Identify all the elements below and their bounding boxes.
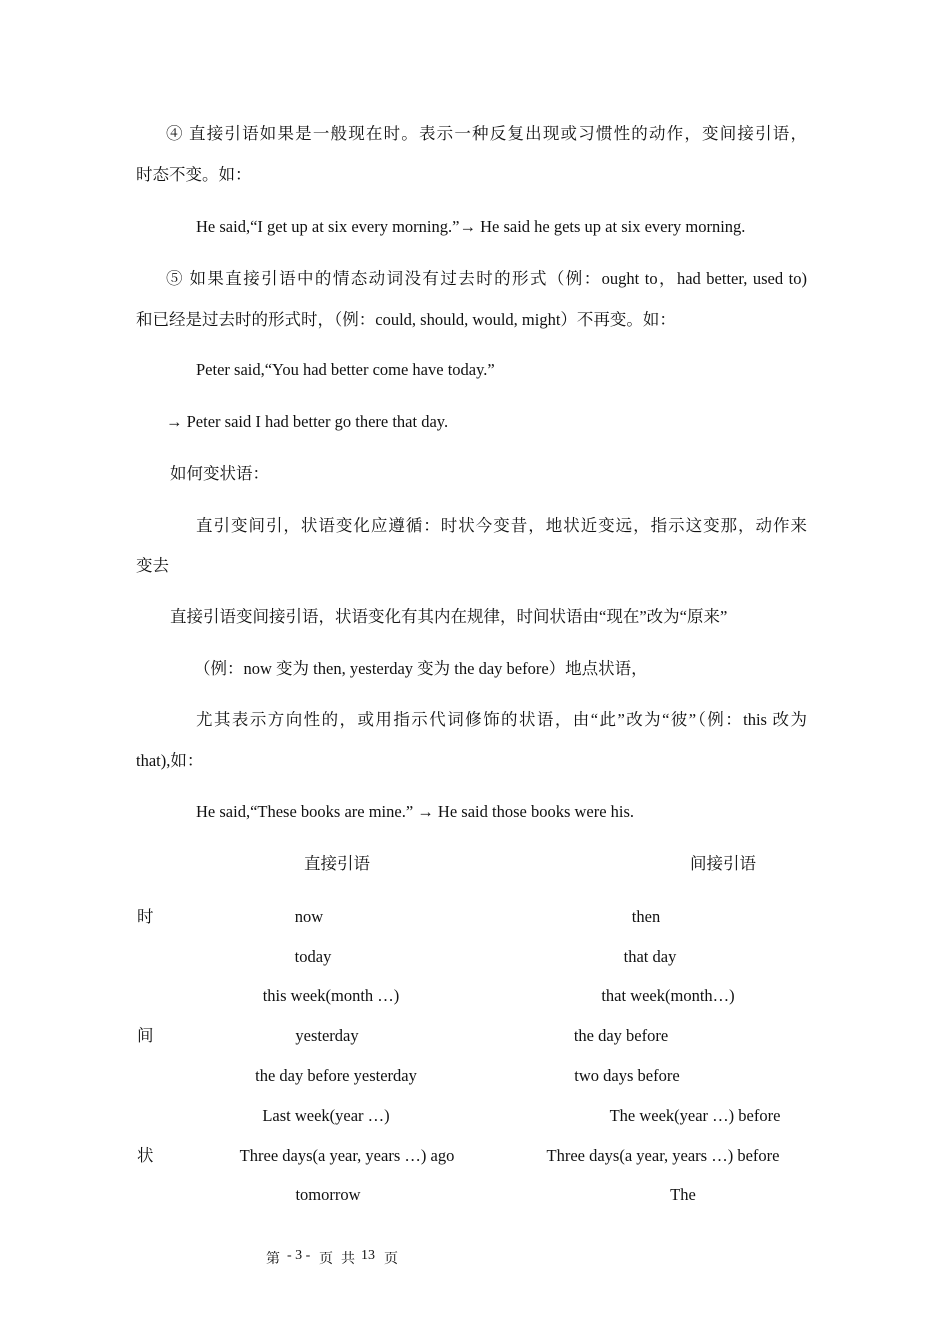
table-cell-indirect: that week(month…) [601,986,735,1005]
paragraph-5-example-2: → Peter said I had better go there that day. [166,412,449,431]
footer-page-number: - 3 - [287,1248,311,1263]
rule-line-3: 直接引语变间接引语，状语变化有其内在规律，时间状语由“现在”改为“原来” [170,607,728,626]
table-cell-indirect: that day [623,947,677,966]
footer-ye: 页 [319,1252,333,1267]
footer-ye: 页 [384,1252,398,1267]
table-cell-direct: this week(month …) [262,986,400,1005]
rule-line-5: 尤其表示方向性的，或用指示代词修饰的状语，由“此”改为“彼”（例：this 改为 [196,710,807,729]
rule-line-4: （例：now 变为 then, yesterday 变为 the day before）地点状语， [194,659,648,678]
side-label-shi: 时 [137,907,154,926]
table-header-indirect-speech: 间接引语 [690,854,756,873]
side-label-zhuang: 状 [137,1146,154,1165]
paragraph-4-example: He said,“I get up at six every morning.”→ He said he gets up at six every morning. [196,217,746,236]
table-cell-direct: Three days(a year, years …) ago [239,1146,455,1165]
table-header-direct-speech: 直接引语 [304,854,370,873]
table-cell-indirect: then [631,907,661,926]
footer-di: 第 [266,1252,280,1267]
footer-gong: 共 [341,1252,355,1267]
rule-line-2: 变去 [136,556,169,575]
paragraph-5-line-1: ⑤ 如果直接引语中的情态动词没有过去时的形式（例：ought to，had better, used to) [166,269,807,288]
rule-example: He said,“These books are mine.” → He said those books were his. [196,802,635,821]
side-label-jian: 间 [137,1026,154,1045]
table-cell-direct: tomorrow [295,1185,361,1204]
table-cell-indirect: the day before [573,1026,669,1045]
footer-total-pages: 13 [361,1248,375,1263]
paragraph-4-line-2: 时态不变。如： [136,165,252,184]
paragraph-4-line-1: ④ 直接引语如果是一般现在时。表示一种反复出现或习惯性的动作，变间接引语， [166,124,807,143]
table-cell-indirect: The week(year …) before [609,1106,781,1125]
paragraph-5-example-1: Peter said,“You had better come have today.” [196,360,495,379]
adverbial-heading: 如何变状语： [170,464,269,483]
table-cell-direct: Last week(year …) [262,1106,390,1125]
table-cell-indirect: two days before [574,1066,680,1085]
paragraph-5-line-2: 和已经是过去时的形式时，（例：could, should, would, might）不再变。如： [136,310,676,329]
table-cell-direct: today [294,947,332,966]
table-cell-indirect: Three days(a year, years …) before [546,1146,780,1165]
table-cell-direct: now [294,907,324,926]
table-cell-direct: yesterday [295,1026,359,1045]
table-cell-direct: the day before yesterday [255,1066,417,1085]
rule-line-1: 直引变间引，状语变化应遵循：时状今变昔，地状近变远，指示这变那，动作来 [196,516,807,535]
rule-line-6: that),如： [136,751,204,770]
table-cell-indirect: The [670,1185,696,1204]
